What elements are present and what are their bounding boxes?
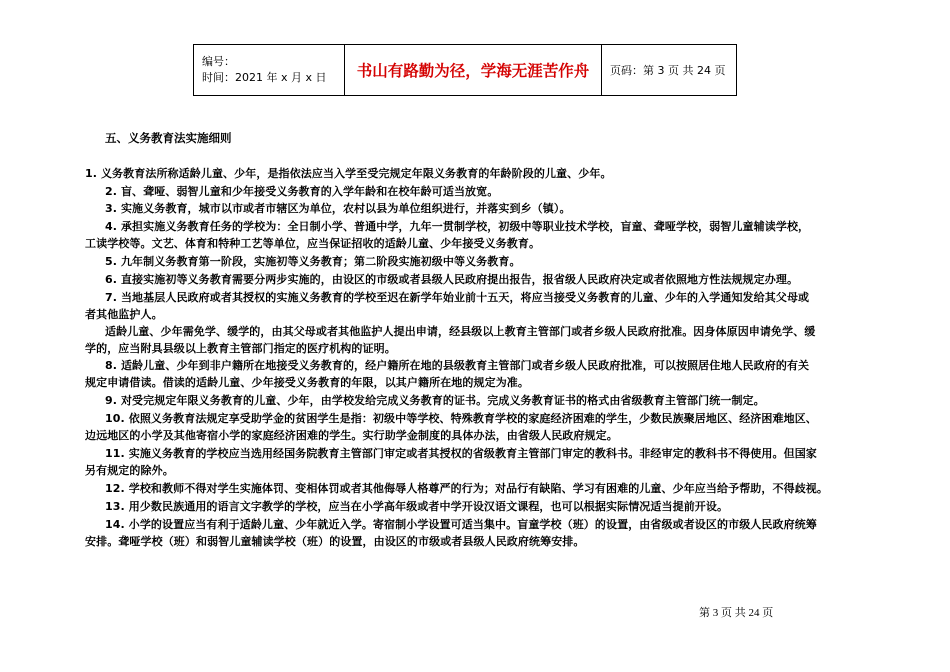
article-paragraph: 13. 用少数民族通用的语言文字教学的学校，应当在小学高年级或者中学开设汉语文课程，也可以根据实际情况适当提前开设。 <box>105 500 729 513</box>
article-paragraph-continuation: 者其他监护人。 <box>85 308 163 322</box>
article-paragraph: 14. 小学的设置应当有利于适龄儿童、少年就近入学。寄宿制小学设置可适当集中。盲童学校（班）的设置，由省级或者设区的市级人民政府统筹 <box>105 518 817 531</box>
article-paragraph: 适龄儿童、少年需免学、缓学的，由其父母或者其他监护人提出申请，经县级以上教育主管部门或者乡级人民政府批准。因身体原因申请免学、缓 <box>105 325 816 338</box>
article-paragraph-continuation: 学的，应当附具县级以上教育主管部门指定的医疗机构的证明。 <box>85 342 396 356</box>
article-paragraph-continuation: 工读学校等。文艺、体育和特种工艺等单位，应当保证招收的适龄儿童、少年接受义务教育。 <box>85 237 541 251</box>
header-motto: 书山有路勤为径，学海无涯苦作舟 <box>345 45 602 96</box>
article-paragraph: 3. 实施义务教育，城市以市或者市辖区为单位，农村以县为单位组织进行，并落实到乡（镇）。 <box>105 202 571 215</box>
header-page-label: 页码：第 3 页 共 24 页 <box>602 45 737 96</box>
article-paragraph: 1. 义务教育法所称适龄儿童、少年，是指依法应当入学至受完规定年限义务教育的年龄阶段的儿童、少年。 <box>85 167 612 180</box>
article-paragraph-continuation: 另有规定的除外。 <box>85 464 174 478</box>
document-number-label: 编号： <box>202 55 235 68</box>
header-meta-cell <box>194 45 345 96</box>
article-paragraph: 8. 适龄儿童、少年到非户籍所在地接受义务教育的，经户籍所在地的县级教育主管部门或者乡级人民政府批准，可以按照居住地人民政府的有关 <box>105 359 810 372</box>
article-paragraph: 5. 九年制义务教育第一阶段，实施初等义务教育；第二阶段实施初级中等义务教育。 <box>105 255 521 268</box>
article-paragraph: 2. 盲、聋哑、弱智儿童和少年接受义务教育的入学年龄和在校年龄可适当放宽。 <box>105 185 499 198</box>
section-title: 五、义务教育法实施细则 <box>105 131 232 145</box>
article-paragraph: 6. 直接实施初等义务教育需要分两步实施的，由设区的市级或者县级人民政府提出报告，报省级人民政府决定或者依照地方性法规规定办理。 <box>105 273 799 286</box>
article-paragraph: 11. 实施义务教育的学校应当选用经国务院教育主管部门审定或者其授权的省级教育主管部门审定的教科书。非经审定的教科书不得使用。但国家 <box>105 447 817 460</box>
article-paragraph: 10. 依照义务教育法规定享受助学金的贫困学生是指：初级中等学校、特殊教育学校的家庭经济困难的学生，少数民族聚居地区、经济困难地区、 <box>105 412 817 425</box>
footer-page-number: 第 3 页 共 24 页 <box>699 607 774 619</box>
article-paragraph-continuation: 安排。聋哑学校（班）和弱智儿童辅读学校（班）的设置，由设区的市级或者县级人民政府统筹安排。 <box>85 535 585 549</box>
article-paragraph: 9. 对受完规定年限义务教育的儿童、少年，由学校发给完成义务教育的证书。完成义务教育证书的格式由省级教育主管部门统一制定。 <box>105 394 765 407</box>
article-paragraph: 4. 承担实施义务教育任务的学校为：全日制小学、普通中学，九年一贯制学校，初级中等职业技术学校，盲童、聋哑学校，弱智儿童辅读学校， <box>105 220 810 233</box>
document-header <box>193 44 737 96</box>
document-date-label: 时间：2021 年 x 月 x 日 <box>202 71 327 84</box>
article-paragraph-continuation: 规定申请借读。借读的适龄儿童、少年接受义务教育的年限，以其户籍所在地的规定为准。 <box>85 376 529 390</box>
article-paragraph: 12. 学校和教师不得对学生实施体罚、变相体罚或者其他侮辱人格尊严的行为；对品行有缺陷、学习有困难的儿童、少年应当给予帮助，不得歧视。 <box>105 482 829 495</box>
article-paragraph: 7. 当地基层人民政府或者其授权的实施义务教育的学校至迟在新学年始业前十五天，将应当接受义务教育的儿童、少年的入学通知发给其父母或 <box>105 291 810 304</box>
article-paragraph-continuation: 边远地区的小学及其他寄宿小学的家庭经济困难的学生。实行助学金制度的具体办法，由省级人民政府规定。 <box>85 429 618 443</box>
